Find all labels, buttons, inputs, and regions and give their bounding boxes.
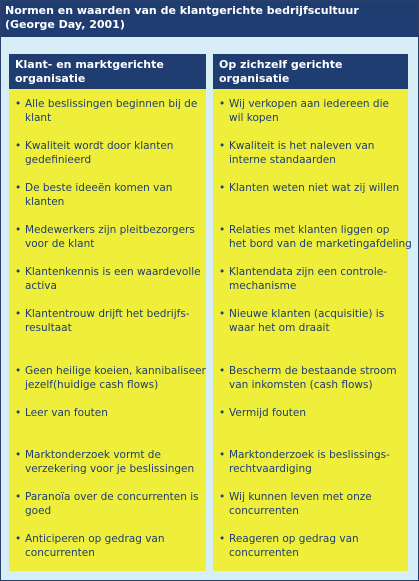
list-item-line: interne standaarden	[229, 154, 336, 166]
list-item-line: Geen heilige koeien, kannibaliseer	[25, 365, 206, 377]
list-item-line: concurrenten	[25, 547, 95, 559]
column-header-line-1: Op zichzelf gerichte	[219, 58, 343, 71]
bullet-icon: •	[15, 449, 22, 461]
list-item-line: goed	[25, 505, 52, 517]
list-item-line: Kwaliteit wordt door klanten	[25, 140, 174, 152]
bullet-icon: •	[219, 407, 226, 419]
column-customer-oriented	[9, 54, 206, 571]
list-item-text	[25, 307, 202, 335]
list-item-line: waar het om draait	[229, 322, 330, 334]
list-item-text	[25, 532, 202, 560]
list-item-line: voor de klant	[25, 238, 95, 250]
list-item-line: rechtvaardiging	[229, 463, 312, 475]
list-item-line: Alle beslissingen beginnen bij de	[25, 98, 198, 110]
column-header-line-1: Klant- en marktgerichte	[15, 58, 164, 71]
list-item-text	[229, 181, 404, 195]
list-item-line: Klantendata zijn een controle-	[229, 266, 388, 278]
list-item-line: Wij kunnen leven met onze	[229, 491, 372, 503]
column-header-line-2: organisatie	[219, 72, 290, 85]
list-item-text	[229, 97, 404, 125]
list-item-line: concurrenten	[229, 547, 299, 559]
list-item-line: resultaat	[25, 322, 72, 334]
column-header-line-2: organisatie	[15, 72, 86, 85]
list-item-line: klanten	[25, 196, 65, 208]
bullet-icon: •	[15, 98, 22, 110]
list-item-line: Wij verkopen aan iedereen die	[229, 98, 389, 110]
bullet-icon: •	[15, 224, 22, 236]
list-item-line: Bescherm de bestaande stroom	[229, 365, 397, 377]
list-item-line: concurrenten	[229, 505, 299, 517]
column-header	[213, 54, 408, 89]
bullet-icon: •	[219, 449, 226, 461]
bullet-icon: •	[15, 533, 22, 545]
list-item-text	[229, 139, 404, 167]
column-self-oriented	[213, 54, 412, 571]
list-item-text	[25, 265, 202, 293]
bullet-icon: •	[219, 182, 226, 194]
list-item-line: Leer van fouten	[25, 407, 108, 419]
bullet-icon: •	[15, 407, 22, 419]
bullet-icon: •	[15, 140, 22, 152]
bullet-icon: •	[15, 182, 22, 194]
list-item-line: van inkomsten (cash flows)	[229, 379, 373, 391]
list-item-line: mechanisme	[229, 280, 297, 292]
list-item-text	[229, 406, 404, 420]
bullet-icon: •	[219, 308, 226, 320]
list-item-text	[229, 490, 404, 518]
list-item-text	[25, 223, 202, 251]
list-item-line: jezelf(huidige cash flows)	[25, 379, 159, 391]
list-item-line: Relaties met klanten liggen op	[229, 224, 390, 236]
bullet-icon: •	[219, 533, 226, 545]
bullet-icon: •	[219, 98, 226, 110]
list-item-line: activa	[25, 280, 57, 292]
bullet-icon: •	[219, 140, 226, 152]
list-item-text	[229, 307, 404, 335]
list-item-text	[25, 97, 202, 125]
bullet-icon: •	[219, 491, 226, 503]
column-header	[9, 54, 206, 89]
list-item-line: Marktonderzoek is beslissings-	[229, 449, 390, 461]
list-item-text	[25, 406, 202, 420]
list-item-text	[25, 364, 206, 392]
list-item-line: klant	[25, 112, 52, 124]
title-line-1: Normen en waarden van de klantgerichte bedrijfscultuur	[5, 4, 359, 17]
bullet-icon: •	[15, 308, 22, 320]
list-item-text	[25, 490, 202, 518]
list-item-text	[229, 223, 412, 251]
list-item-line: Nieuwe klanten (acquisitie) is	[229, 308, 385, 320]
list-item-line: Marktonderzoek vormt de	[25, 449, 161, 461]
bullet-icon: •	[219, 266, 226, 278]
list-item-line: verzekering voor je beslissingen	[25, 463, 195, 475]
list-item-line: het bord van de marketingafdeling	[229, 238, 412, 250]
list-item-text	[25, 181, 202, 209]
bullet-icon: •	[15, 266, 22, 278]
title-bar	[1, 1, 418, 37]
list-item-text	[229, 448, 404, 476]
list-item-line: Medewerkers zijn pleitbezorgers	[25, 224, 195, 236]
list-item-line: Paranoïa over de concurrenten is	[25, 491, 199, 503]
list-item-text	[25, 448, 202, 476]
list-item-line: De beste ideeën komen van	[25, 182, 173, 194]
title-line-2: (George Day, 2001)	[5, 18, 125, 31]
list-item-line: Kwaliteit is het naleven van	[229, 140, 375, 152]
list-item-line: wil kopen	[229, 112, 279, 124]
list-item-text	[229, 532, 404, 560]
list-item-line: Klantentrouw drijft het bedrijfs-	[25, 308, 190, 320]
list-item-line: Klanten weten niet wat zij willen	[229, 182, 400, 194]
bullet-icon: •	[15, 491, 22, 503]
bullet-icon: •	[219, 365, 226, 377]
bullet-icon: •	[15, 365, 22, 377]
list-item-line: Vermijd fouten	[229, 407, 307, 419]
list-item-line: Reageren op gedrag van	[229, 533, 359, 545]
list-item-line: gedefinieerd	[25, 154, 92, 166]
list-item-text	[229, 364, 404, 392]
list-item-line: Klantenkennis is een waardevolle	[25, 266, 201, 278]
list-item-text	[25, 139, 202, 167]
bullet-icon: •	[219, 224, 226, 236]
list-item-text	[229, 265, 404, 293]
list-item-line: Anticiperen op gedrag van	[25, 533, 165, 545]
